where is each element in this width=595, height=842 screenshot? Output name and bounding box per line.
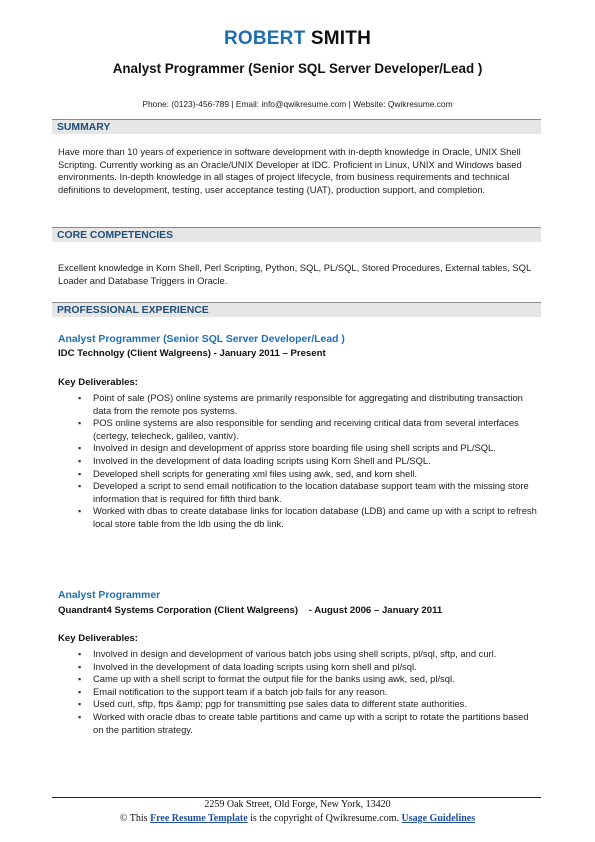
job-title: Analyst Programmer (Senior SQL Server Developer/Lead ) — [58, 334, 345, 345]
list-item: ▪ Involved in design and development of appriss store boarding file using shell scripts and PL/SQL. — [58, 442, 540, 455]
candidate-name — [0, 28, 595, 50]
list-item: ▪ Email notification to the support team if a batch job fails for any reason. — [58, 686, 540, 699]
list-item: ▪ Involved in the development of data loading scripts using korn shell and pl/sql. — [58, 661, 540, 674]
section-heading-experience: PROFESSIONAL EXPERIENCE — [52, 302, 541, 317]
competencies-text: Excellent knowledge in Korn Shell, Perl Scripting, Python, SQL, PL/SQL, Stored Procedures, External tables, SQL Loader and Database Triggers in Oracle. — [58, 262, 531, 286]
free-resume-template-link[interactable]: Free Resume Template — [150, 813, 248, 824]
list-item: ▪ Involved in design and development of various batch jobs using shell scripts, pl/sql, sftp, and curl. — [58, 648, 540, 661]
list-item: ▪ Developed shell scripts for generating xml files using awk, sed, and korn shell. — [58, 468, 540, 481]
deliverables-list — [58, 648, 540, 736]
footer-copyright — [0, 813, 595, 824]
list-item: ▪ Involved in the development of data loading scripts using Korn Shell and PL/SQL. — [58, 455, 540, 468]
section-heading-summary: SUMMARY — [52, 119, 541, 134]
contact-line: Phone: (0123)-456-789 | Email: info@qwikresume.com | Website: Qwikresume.com — [142, 99, 453, 109]
last-name: SMITH — [310, 28, 371, 49]
section-heading-competencies: CORE COMPETENCIES — [52, 227, 541, 242]
deliverables-list — [58, 392, 540, 531]
footer-divider — [52, 797, 541, 798]
list-item: ▪ Used curl, sftp, ftps &amp; pgp for transmitting pse sales data to different state authorities. — [58, 698, 540, 711]
list-item: ▪ Came up with a shell script to format the output file for the banks using awk, sed, pl/sql. — [58, 673, 540, 686]
usage-guidelines-link[interactable]: Usage Guidelines — [401, 813, 476, 824]
headline: Analyst Programmer (Senior SQL Server Developer/Lead ) — [112, 61, 483, 76]
copyright-prefix: © This — [119, 813, 151, 824]
list-item: ▪ POS online systems are also responsible for sending and receiving critical data from several interfaces (certegy, telecheck, galileo, vantiv). — [58, 417, 540, 442]
job-title: Analyst Programmer — [58, 590, 161, 601]
job-company: IDC Technolgy (Client Walgreens) - January 2011 – Present — [58, 348, 326, 359]
first-name: ROBERT — [223, 28, 306, 49]
footer-address: 2259 Oak Street, Old Forge, New York, 13420 — [204, 799, 391, 810]
list-item: ▪ Worked with oracle dbas to create table partitions and came up with a script to rotate the partitions based on the partition strategy. — [58, 711, 540, 736]
summary-text: Have more than 10 years of experience in software development with in-depth knowledge in Oracle, UNIX Shell Scripting. Currently working as an Oracle/UNIX Developer at IDC. Proficient in Linux, UNIX and Windows based environments. In-depth knowledge in all stages of project lifecycle, from business requirements and technical definitions to development, testing, user acceptance testing (UAT), production support, and completion. — [58, 146, 522, 195]
key-deliverables-label: Key Deliverables: — [58, 377, 138, 388]
list-item: ▪ Developed a script to send email notification to the location database support team with the missing store information that is required for fifth third bank. — [58, 480, 540, 505]
list-item: ▪ Worked with dbas to create database links for location database (LDB) and came up with a script to refresh local store table from the ldb using the db link. — [58, 505, 540, 530]
copyright-middle: is the copyright of Qwikresume.com. — [247, 813, 402, 824]
list-item: ▪ Point of sale (POS) online systems are primarily responsible for aggregating and distributing transaction data from the remote pos systems. — [58, 392, 540, 417]
key-deliverables-label: Key Deliverables: — [58, 633, 138, 644]
job-company: Quandrant4 Systems Corporation (Client Walgreens) - August 2006 – January 2011 — [58, 605, 443, 616]
